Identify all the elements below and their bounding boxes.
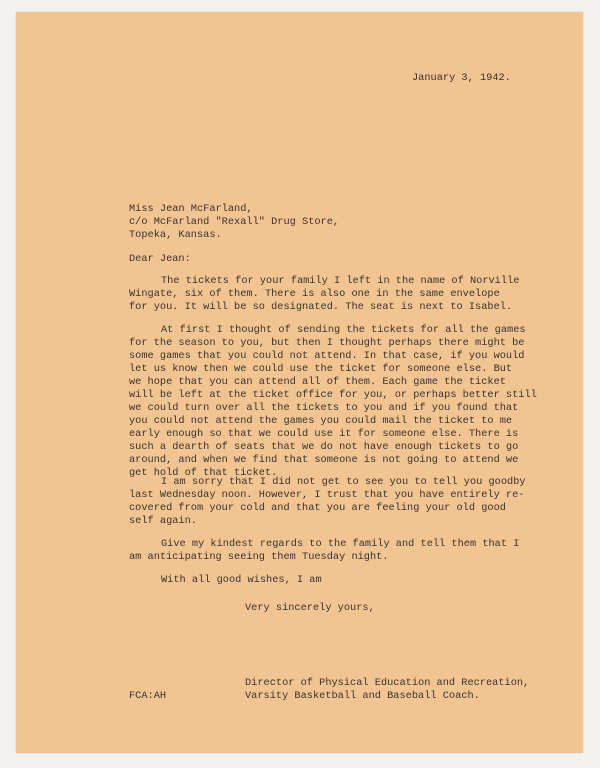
- paragraph-2-line: you could not attend the games you could mail the ticket to me: [129, 415, 513, 427]
- recipient-name: Miss Jean McFarland,: [129, 203, 253, 215]
- salutation: Dear Jean:: [129, 253, 191, 265]
- paragraph-4-line: Give my kindest regards to the family and tell them that I: [161, 538, 520, 550]
- paragraph-2-line: some games that you could not attend. In that case, if you would: [129, 350, 525, 362]
- paragraph-1-line: for you. It will be so designated. The seat is next to Isabel.: [129, 301, 513, 313]
- recipient-address-line: c/o McFarland "Rexall" Drug Store,: [129, 216, 340, 228]
- paragraph-2-line: get hold of that ticket.: [129, 467, 278, 479]
- recipient-city: Topeka, Kansas.: [129, 229, 222, 241]
- signature-title-line: Varsity Basketball and Baseball Coach.: [245, 690, 480, 702]
- paragraph-4-line: am anticipating seeing them Tuesday night.: [129, 551, 389, 563]
- paragraph-2-line: let us know then we could use the ticket for someone else. But: [129, 363, 513, 375]
- signature-title-line: Director of Physical Education and Recreation,: [245, 677, 530, 689]
- letter-page: [16, 12, 583, 753]
- paragraph-2-line: such a dearth of seats that we do not have enough tickets to go: [129, 441, 519, 453]
- paragraph-2-line: for the season to you, but then I thought perhaps there might be: [129, 337, 525, 349]
- paragraph-2-line: around, and when we find that someone is not going to attend we: [129, 454, 519, 466]
- letter-date: January 3, 1942.: [412, 72, 511, 84]
- paragraph-3-line: self again.: [129, 515, 197, 527]
- closing-wishes: With all good wishes, I am: [161, 574, 322, 586]
- paragraph-2-line: early enough so that we could use it for someone else. There is: [129, 428, 519, 440]
- paragraph-2-line: we could turn over all the tickets to you and if you found that: [129, 402, 519, 414]
- paragraph-3-line: covered from your cold and that you are feeling your old good: [129, 502, 506, 514]
- paragraph-2-line: we hope that you can attend all of them. Each game the ticket: [129, 376, 506, 388]
- paragraph-3-line: I am sorry that I did not get to see you to tell you goodby: [161, 476, 526, 488]
- paragraph-2-line: will be left at the ticket office for you, or perhaps better still: [129, 389, 537, 401]
- paragraph-1-line: The tickets for your family I left in the name of Norville: [161, 275, 520, 287]
- paragraph-3-line: last Wednesday noon. However, I trust that you have entirely re-: [129, 489, 525, 501]
- reference-initials: FCA:AH: [129, 690, 167, 702]
- complimentary-close: Very sincerely yours,: [245, 602, 375, 614]
- paragraph-2-line: At first I thought of sending the tickets for all the games: [161, 324, 526, 336]
- paragraph-1-line: Wingate, six of them. There is also one in the same envelope: [129, 288, 500, 300]
